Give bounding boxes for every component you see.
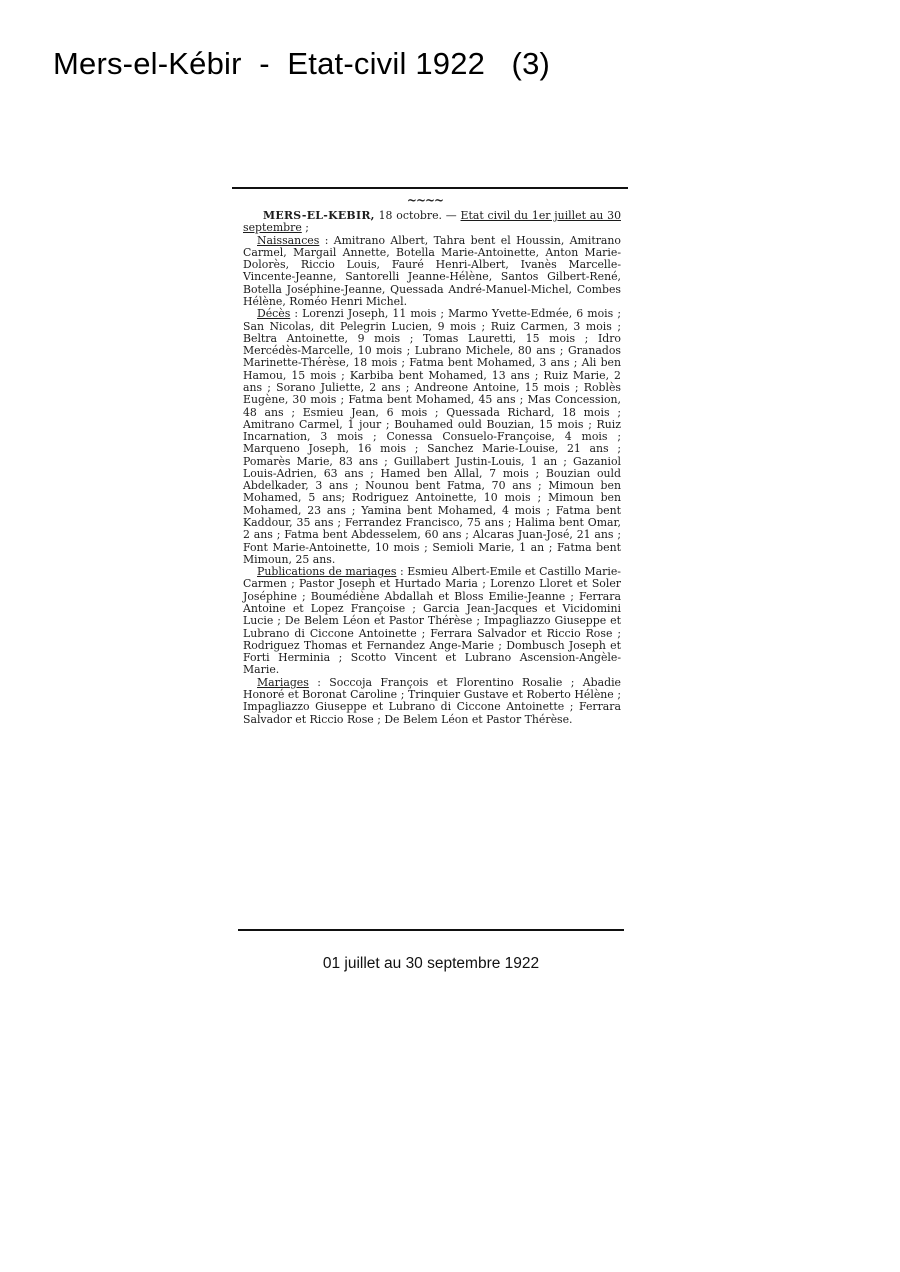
deaths-paragraph <box>243 308 621 566</box>
clipping-header <box>243 210 621 235</box>
bottom-divider <box>238 929 624 931</box>
subject-line: Etat civil du 1er juillet au 30 septembre <box>243 209 621 235</box>
births-label: Naissances <box>257 233 320 247</box>
top-divider <box>232 187 628 189</box>
publications-label: Publications de mariages <box>257 565 397 579</box>
newspaper-clipping <box>243 210 621 726</box>
marriages-paragraph <box>243 677 621 726</box>
place-name: MERS-EL-KEBIR, <box>263 209 375 222</box>
date-range-caption: 01 juillet au 30 septembre 1922 <box>322 955 540 972</box>
deaths-text: : Lorenzi Joseph, 11 mois ; Marmo Yvette-Edmée, 6 mois ; San Nicolas, dit Pelegrin Lucien, 9 mois ; Ruiz Carmen, 3 mois ; Beltra Antoinette, 9 mois ; Tomas Lauretti, 15 mois ; Idro Mercédès-Marcelle, 10 mois ; Lubrano Michele, 80 ans ; Granados Marinette-Thérèse, 18 mois ; Fatma bent Mohamed, 3 ans ; Ali ben Hamou, 15 mois ; Karbiba bent Mohamed, 13 ans ; Ruiz Marie, 2 ans ; Sorano Juliette, 2 ans ; Andreone Antoine, 15 mois ; Roblès Eugène, 30 mois ; Fatma bent Mohamed, 45 ans ; Mas Concession, 48 ans ; Esmieu Jean, 6 mois ; Quessada Richard, 18 mois ; Amitrano Carmel, 1 jour ; Bouhamed ould Bouzian, 15 mois ; Ruiz Incarnation, 3 mois ; Conessa Consuelo-Françoise, 4 mois ; Marqueno Joseph, 16 mois ; Sanchez Marie-Louise, 21 ans ; Pomarès Marie, 83 ans ; Guillabert Justin-Louis, 1 an ; Gazaniol Louis-Adrien, 63 ans ; Hamed ben Allal, 7 mois ; Bouzian ould Abdelkader, 3 ans ; Nounou bent Fatma, 70 ans ; Mimoun ben Mohamed, 5 ans; Rodriguez Antoinette, 10 mois ; Mimoun ben Mohamed, 23 ans ; Yamina bent Mohamed, 4 mois ; Fatma bent Kaddour, 35 ans ; Ferrandez Francisco, 75 ans ; Halima bent Omar, 2 ans ; Fatma bent Abdesselem, 60 ans ; Alcaras Juan-José, 21 ans ; Font Marie-Antoinette, 10 mois ; Semioli Marie, 1 an ; Fatma bent Mimoun, 25 ans. <box>243 307 621 566</box>
publications-paragraph <box>243 566 621 677</box>
births-paragraph <box>243 235 621 309</box>
deaths-label: Décès <box>257 307 291 321</box>
marriages-label: Mariages <box>257 675 309 689</box>
ornament-mark: ~~~~ <box>406 193 444 207</box>
dateline: 18 octobre. — <box>374 209 461 222</box>
marriages-text: : Soccoja François et Florentino Rosalie ; Abadie Honoré et Boronat Caroline ; Trinquier Gustave et Roberto Hélène ; Impagliazzo Giuseppe et Lubrano di Ciccone Antoinette ; Ferrara Salvador et Riccio Rose ; De Belem Léon et Pastor Thérèse. <box>243 675 621 726</box>
header-punct: ; <box>301 221 309 235</box>
page-title: Mers-el-Kébir - Etat-civil 1922 (3) <box>53 46 551 81</box>
births-text: : Amitrano Albert, Tahra bent el Houssin, Amitrano Carmel, Margail Annette, Botella Marie-Antoinette, Anton Marie-Dolorès, Riccio Louis, Fauré Henri-Albert, Ivanès Marcelle-Vincente-Jeanne, Santorelli Jeanne-Hélène, Santos Gilbert-René, Botella Joséphine-Jeanne, Quessada André-Manuel-Michel, Combes Hélène, Roméo Henri Michel. <box>243 233 621 308</box>
publications-text: : Esmieu Albert-Emile et Castillo Marie-Carmen ; Pastor Joseph et Hurtado Maria ; Lorenzo Lloret et Soler Joséphine ; Boumédiène Abdallah et Bloss Emilie-Jeanne ; Ferrara Antoine et Lopez Françoise ; Garcia Jean-Jacques et Vicidomini Lucie ; De Belem Léon et Pastor Thérèse ; Impagliazzo Giuseppe et Lubrano di Ciccone Antoinette ; Ferrara Salvador et Riccio Rose ; Rodriguez Thomas et Fernandez Ange-Marie ; Dombusch Joseph et Forti Herminia ; Scotto Vincent et Lubrano Ascension-Angèle-Marie. <box>243 565 621 677</box>
